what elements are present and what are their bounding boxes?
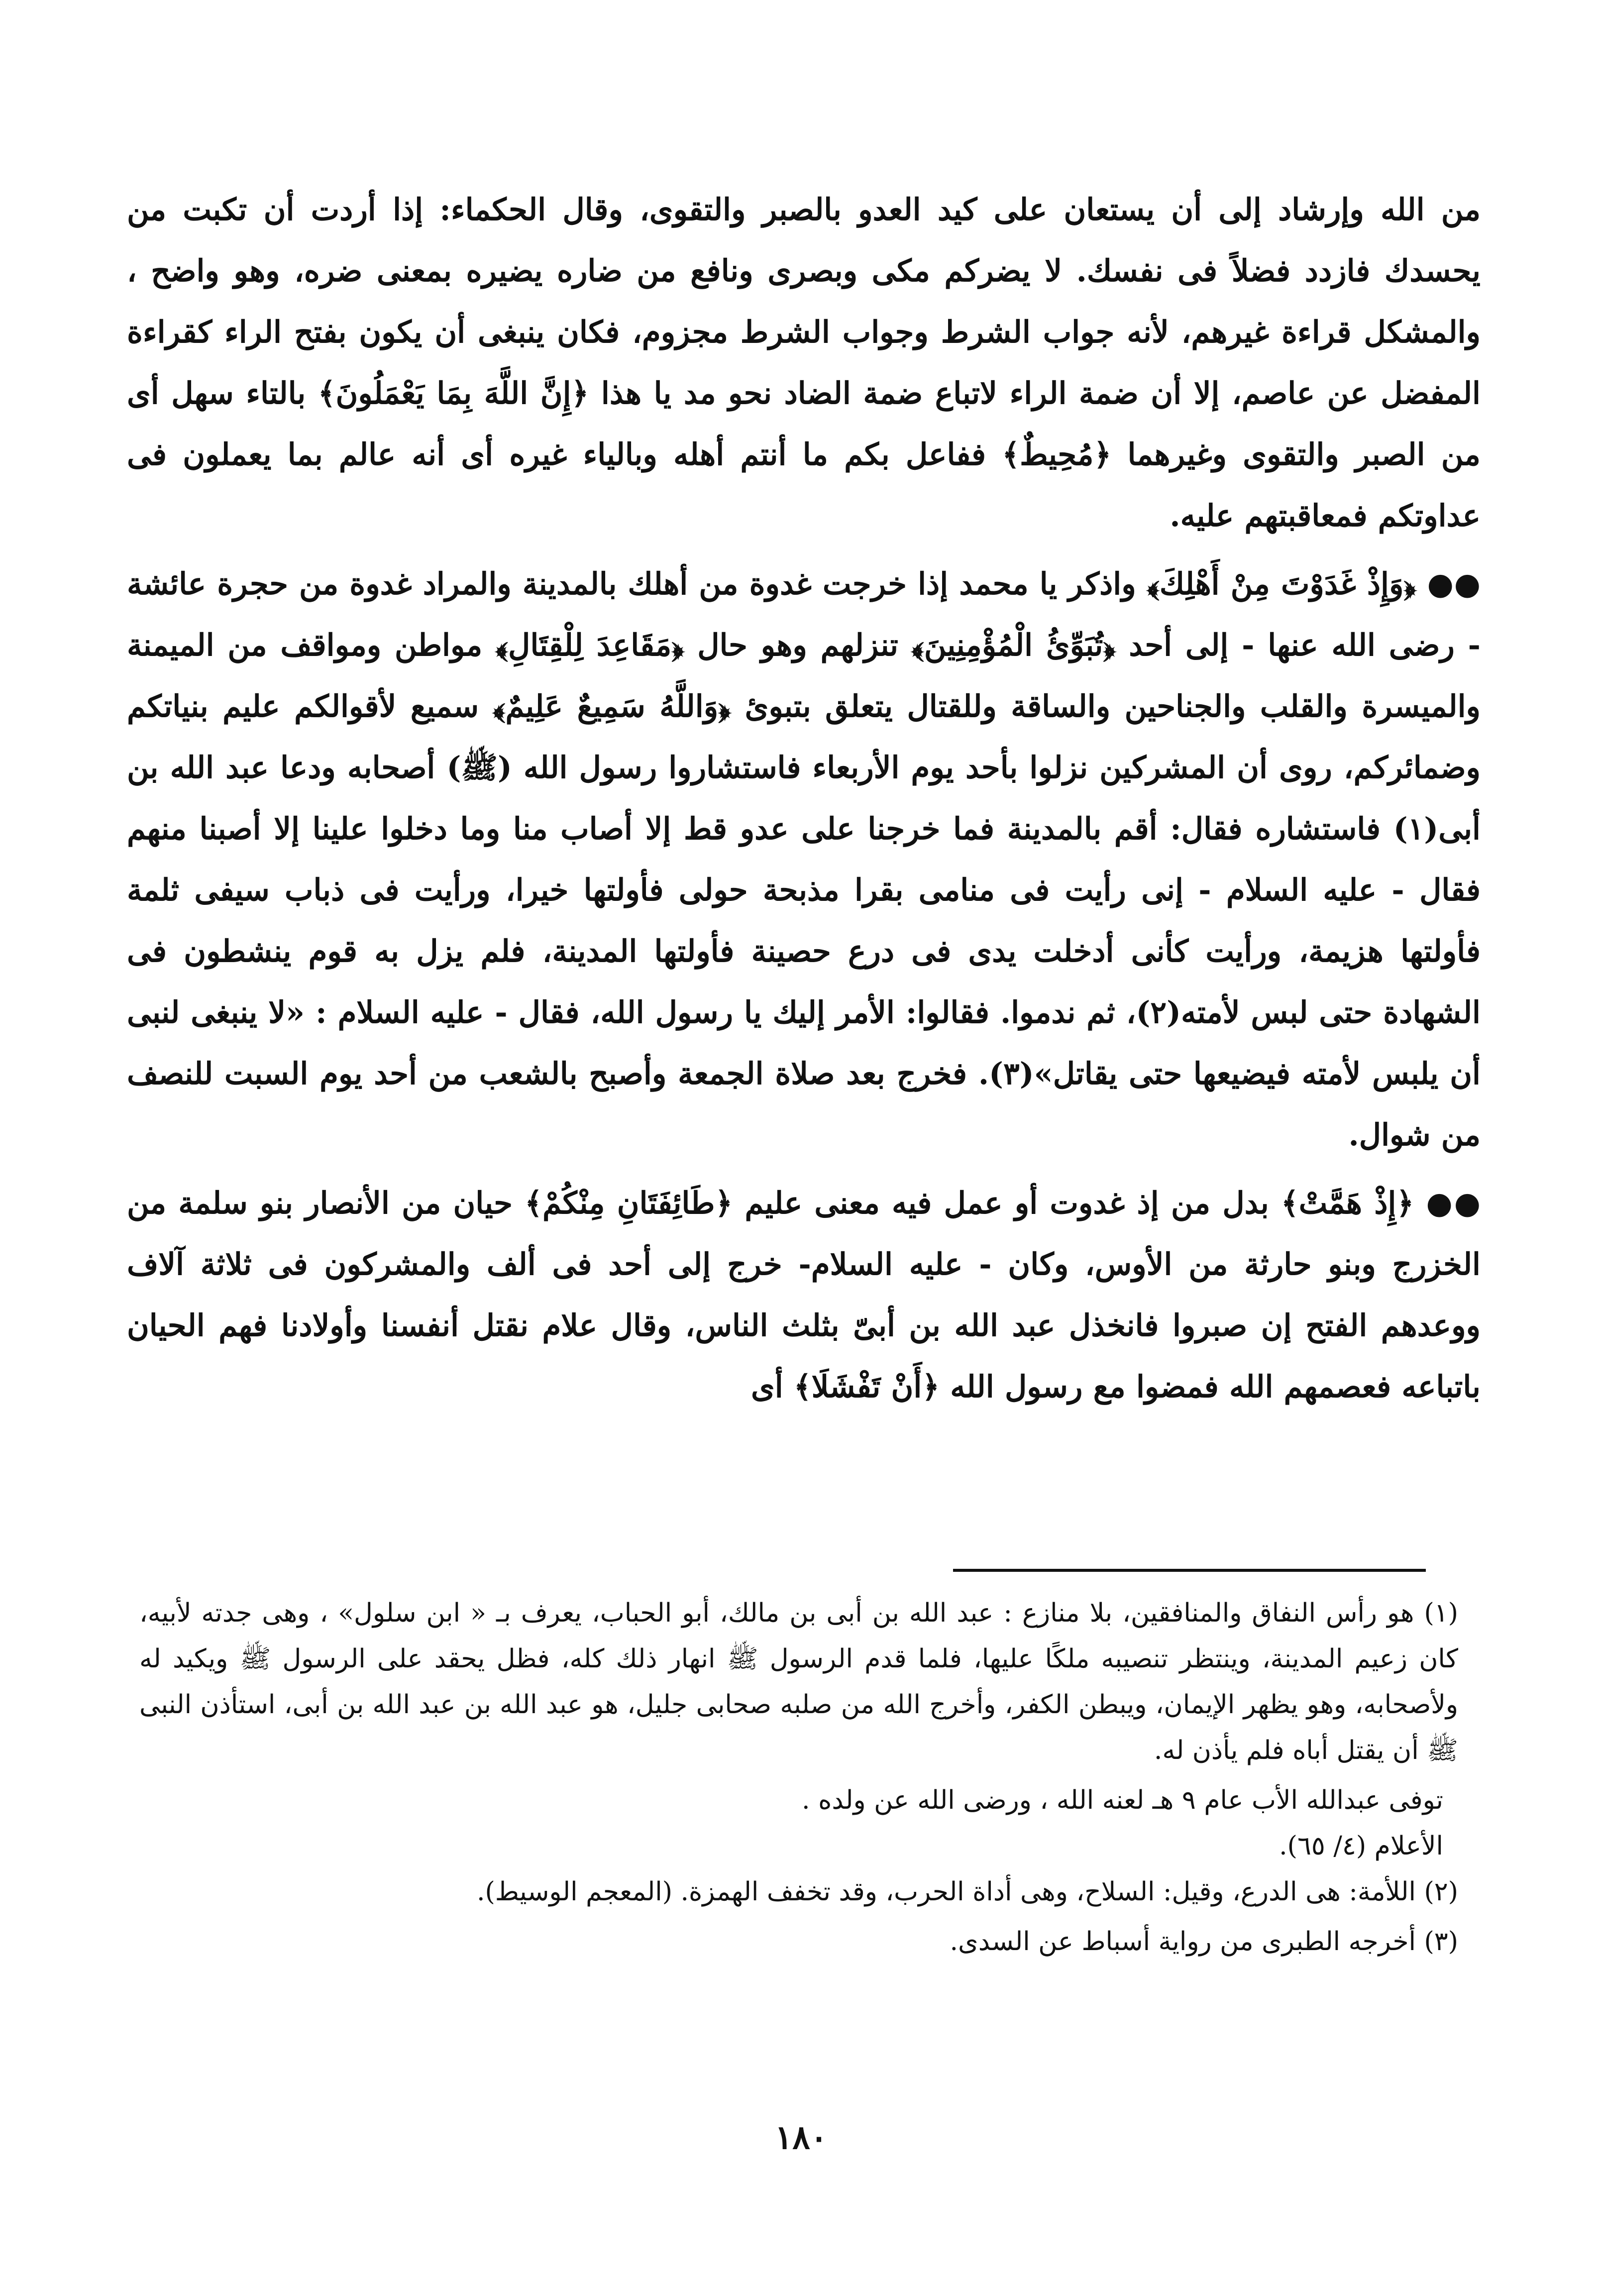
footnote-1: (١) هو رأس النفاق والمنافقين، بلا منازع : عبد الله بن أبى بن مالك، أبو الحباب، يعرف بـ « ابن سلول» ، وهى جدته لأبيه، كان زعيم المدينة، وينتظر تنصيبه ملكًا عليها، فلما قدم الرسول ﷺ انهار ذلك كله، فظل يحقد على الرسول ﷺ ويكيد له ولأصحابه، وهو يظهر الإيمان، ويبطن الكفر، وأخرج الله من صلبه صحابى جليل، هو عبد الله بن عبد الله بن أبى، استأذن النبى ﷺ أن يقتل أباه فلم يأذن له. [139,1598,1458,1765]
paragraph-1: من الله وإرشاد إلى أن يستعان على كيد العدو بالصبر والتقوى، وقال الحكماء: إذا أردت أن تكبت من يحسدك فازدد فضلاً فى نفسك. لا يضركم مكى وبصرى ونافع من ضاره يضيره بمعنى ضره، وهو واضح ، والمشكل قراءة غيرهم، لأنه جواب الشرط وجواب الشرط مجزوم، فكان ينبغى أن يكون بفتح الراء كقراءة المفضل عن عاصم، إلا أن ضمة الراء لاتباع ضمة الضاد نحو مد يا هذا ﴿إِنَّ اللَّهَ بِمَا يَعْمَلُونَ﴾ بالتاء سهل أى من الصبر والتقوى وغيرهما ﴿مُحِيطٌ﴾ ففاعل بكم ما أنتم أهله وبالياء غيره أى أنه عالم بما يعملون فى عداوتكم فمعاقبتهم عليه. [127,192,1481,534]
footnote-1-source: الأعلام (٤/ ٦٥). [1279,1831,1443,1861]
paragraph-3: ●● ﴿إِذْ هَمَّتْ﴾ بدل من إذ غدوت أو عمل فيه معنى عليم ﴿طَائِفَتَانِ مِنْكُمْ﴾ حيان من الأنصار بنو سلمة من الخزرج وبنو حارثة من الأوس، وكان - عليه السلام- خرج إلى أحد فى ألف والمشركون فى ثلاثة آلاف ووعدهم الفتح إن صبروا فانخذل عبد الله بن أبىّ بثلث الناس، وقال علام نقتل أنفسنا وأولادنا فهم الحيان باتباعه فعصمهم الله فمضوا مع رسول الله ﴿أَنْ تَفْشَلَا﴾ أى [127,1186,1481,1405]
footnote-3: (٣) أخرجه الطبرى من رواية أسباط عن السدى. [950,1927,1458,1957]
footnote-1-death-note: توفى عبدالله الأب عام ٩ هـ لعنه الله ، ورضى الله عن ولده . [802,1785,1443,1815]
main-text [127,179,1481,1424]
footnotes [139,1590,1458,1968]
page-number: ١٨٠ [774,2118,828,2157]
paragraph-2: ●● ﴿وَإِذْ غَدَوْتَ مِنْ أَهْلِكَ﴾ واذكر يا محمد إذا خرجت غدوة من أهلك بالمدينة والمراد غدوة من حجرة عائشة - رضى الله عنها - إلى أحد ﴿تُبَوِّئُ الْمُؤْمِنِينَ﴾ تنزلهم وهو حال ﴿مَقَاعِدَ لِلْقِتَالِ﴾ مواطن ومواقف من الميمنة والميسرة والقلب والجناحين والساقة وللقتال يتعلق بتبوئ ﴿وَاللَّهُ سَمِيعٌ عَلِيمٌ﴾ سميع لأقوالكم عليم بنياتكم وضمائركم، روى أن المشركين نزلوا بأحد يوم الأربعاء فاستشاروا رسول الله (ﷺ) أصحابه ودعا عبد الله بن أبى(١) فاستشاره فقال: أقم بالمدينة فما خرجنا على عدو قط إلا أصاب منا وما دخلوا علينا إلا أصبنا منهم فقال - عليه السلام - إنى رأيت فى منامى بقرا مذبحة حولى فأولتها خيرا، ورأيت فى ذباب سيفى ثلمة فأولتها هزيمة، ورأيت كأنى أدخلت يدى فى درع حصينة فأولتها المدينة، فلم يزل به قوم ينشطون فى الشهادة حتى لبس لأمته(٢)، ثم ندموا. فقالوا: الأمر إليك يا رسول الله، فقال - عليه السلام : «لا ينبغى لنبى أن يلبس لأمته فيضيعها حتى يقاتل»(٣). فخرج بعد صلاة الجمعة وأصبح بالشعب من أحد يوم السبت للنصف من شوال. [127,566,1481,1153]
footnote-2: (٢) اللأمة: هى الدرع، وقيل: السلاح، وهى أداة الحرب، وقد تخفف الهمزة. (المعجم الوسيط). [476,1877,1458,1907]
footnote-divider [953,1569,1426,1572]
